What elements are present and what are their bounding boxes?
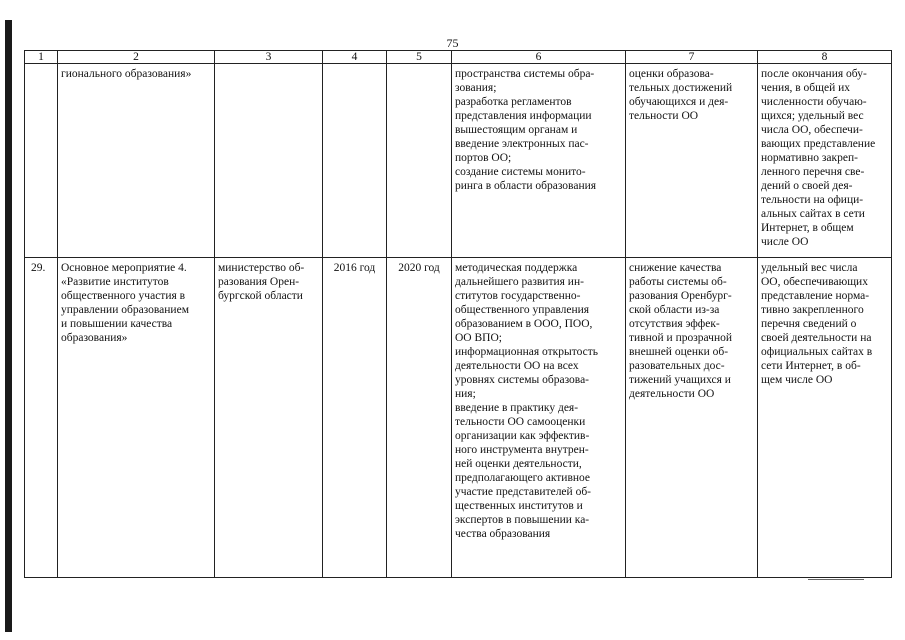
column-number-cell: 3 <box>215 51 323 64</box>
column-number-row <box>25 51 892 64</box>
column-number-cell: 8 <box>758 51 892 64</box>
column-number-cell: 6 <box>452 51 626 64</box>
consequences-cell: оценки образова- тельных достижений обучающихся и дея- тельности ОО <box>626 64 758 258</box>
executor-cell <box>215 64 323 258</box>
column-number-cell: 5 <box>387 51 452 64</box>
footer-rule <box>808 579 864 580</box>
column-number-cell: 1 <box>25 51 58 64</box>
measure-name-cell: гионального образования» <box>58 64 215 258</box>
row-number-cell <box>25 64 58 258</box>
table-row <box>25 258 892 578</box>
activities-cell: пространства системы обра- зования; разработка регламентов представления информации вышестоящим органам и введение электронных пас- портов ОО; создание системы монито- ринга в области образования <box>452 64 626 258</box>
page-number: 75 <box>446 36 459 50</box>
indicators-cell: удельный вес числа ОО, обеспечивающих представление норма- тивно закрепленного перечня сведений о своей деятельности на официальных сайтах в сети Интернет, в об- щем числе ОО <box>758 258 892 578</box>
start-year-cell: 2016 год <box>323 258 387 578</box>
column-number-cell: 4 <box>323 51 387 64</box>
table-row <box>25 64 892 258</box>
binding-edge-bar <box>5 20 12 632</box>
column-number-cell: 2 <box>58 51 215 64</box>
indicators-cell: после окончания обу- чения, в общей их численности обучаю- щихся; удельный вес числа ОО, обеспечи- вающих представление нормативно закреп- ленного перечня све- дений о своей дея- тельности на офици- альных сайтах в сети Интернет, в общем числе ОО <box>758 64 892 258</box>
program-measures-table <box>24 50 892 578</box>
activities-cell: методическая поддержка дальнейшего развития ин- ститутов государственно- общественного управления образованием в ООО, ПОО, ОО ВПО; информационная открытость деятельности ОО на всех уровнях системы образова- ния; введение в практику дея- тельности ОО самооценки организации как эффектив- ного инструмента внутрен- ней оценки деятельности, предполагающего активное участие представителей об- щественных институтов и экспертов в повышении ка- чества образования <box>452 258 626 578</box>
column-number-cell: 7 <box>626 51 758 64</box>
row-number-cell: 29. <box>25 258 58 578</box>
end-year-cell: 2020 год <box>387 258 452 578</box>
measure-name-cell: Основное мероприятие 4. «Развитие институтов общественного участия в управлении образованием и повышении качества образования» <box>58 258 215 578</box>
consequences-cell: снижение качества работы системы об- разования Оренбург- ской области из-за отсутствия эффек- тивной и прозрачной внешней оценки об- разовательных дос- тижений учащихся и деятельности ОО <box>626 258 758 578</box>
executor-cell: министерство об- разования Орен- бургской области <box>215 258 323 578</box>
start-year-cell <box>323 64 387 258</box>
end-year-cell <box>387 64 452 258</box>
